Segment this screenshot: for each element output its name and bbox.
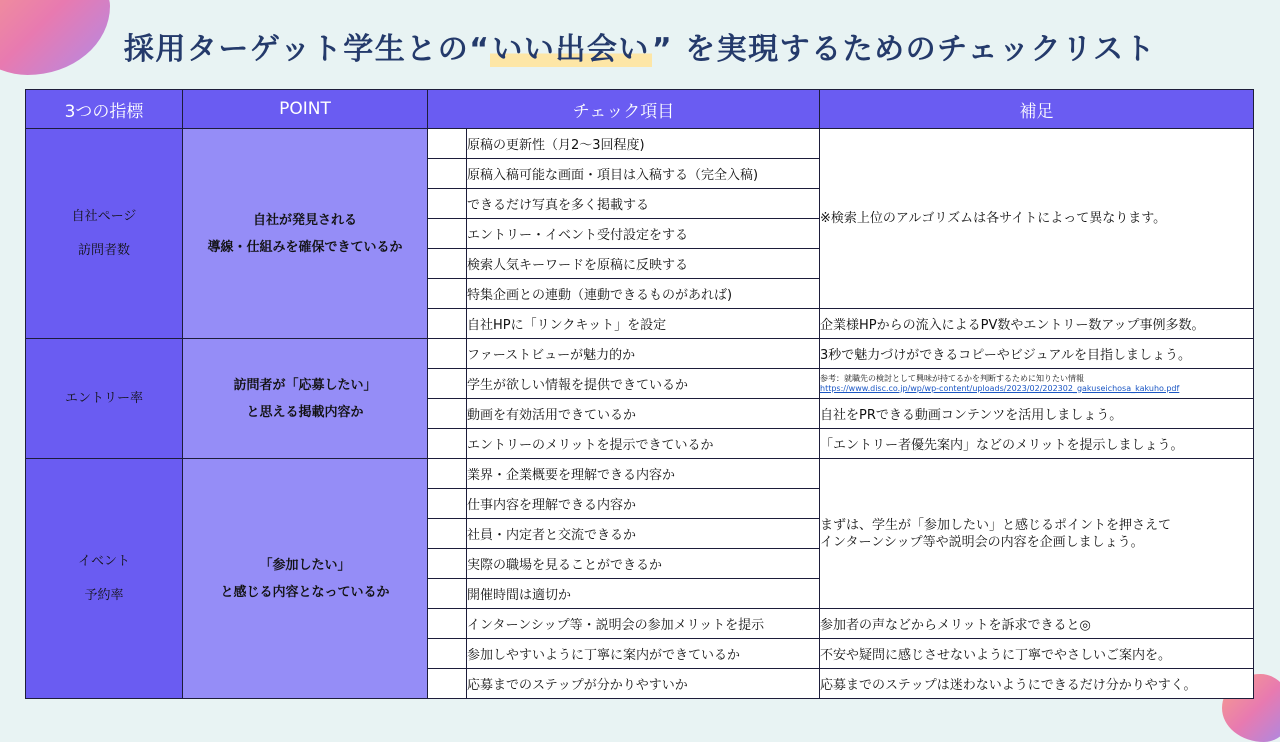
checkbox-cell[interactable]: [428, 639, 467, 669]
note-event-merged: [820, 459, 1254, 609]
table-row: [26, 129, 1254, 159]
check-item: 開催時間は適切か: [467, 579, 820, 609]
indicator-event: [26, 459, 183, 699]
checkbox-cell[interactable]: [428, 159, 467, 189]
check-item: 社員・内定者と交流できるか: [467, 519, 820, 549]
check-item: 応募までのステップが分かりやすいか: [467, 669, 820, 699]
note-event-line2: インターンシップ等や説明会の内容を企画しましょう。: [820, 534, 1144, 550]
checkbox-cell[interactable]: [428, 279, 467, 309]
title-highlight: いい出会い: [492, 32, 650, 67]
check-item: ファーストビューが魅力的か: [467, 339, 820, 369]
check-item: 検索人気キーワードを原稿に反映する: [467, 249, 820, 279]
indicator-visitors-line1: 自社ページ: [71, 208, 137, 224]
reference-label: 参考：就職先の検討として興味が持てるかを判断するために知りたい情報: [820, 373, 1084, 383]
checkbox-cell[interactable]: [428, 189, 467, 219]
note-cell: 不安や疑問に感じさせないように丁寧でやさしいご案内を。: [820, 639, 1254, 669]
check-item: 学生が欲しい情報を提供できているか: [467, 369, 820, 399]
note-cell: 応募までのステップは迷わないようにできるだけ分かりやすく。: [820, 669, 1254, 699]
table-row: [26, 339, 1254, 369]
check-item: 自社HPに「リンクキット」を設定: [467, 309, 820, 339]
checkbox-cell[interactable]: [428, 399, 467, 429]
point-entry-line1: 訪問者が「応募したい」: [233, 377, 377, 393]
note-cell: 自社をPRできる動画コンテンツを活用しましょう。: [820, 399, 1254, 429]
table-row: [26, 459, 1254, 489]
checkbox-cell[interactable]: [428, 489, 467, 519]
note-event-line1: まずは、学生が「参加したい」と感じるポイントを押さえて: [820, 517, 1172, 533]
indicator-event-line1: イベント: [77, 553, 130, 569]
check-item: 原稿の更新性（月2〜3回程度): [467, 129, 820, 159]
header-point: POINT: [183, 90, 428, 129]
check-item: 仕事内容を理解できる内容か: [467, 489, 820, 519]
point-entry: [183, 339, 428, 459]
checkbox-cell[interactable]: [428, 369, 467, 399]
checkbox-cell[interactable]: [428, 609, 467, 639]
point-event: [183, 459, 428, 699]
header-note: 補足: [820, 90, 1254, 129]
title-prefix: 採用ターゲット学生との“: [123, 32, 491, 67]
header-row: [26, 90, 1254, 129]
check-item: 原稿入稿可能な画面・項目は入稿する（完全入稿): [467, 159, 820, 189]
check-item: エントリー・イベント受付設定をする: [467, 219, 820, 249]
title-suffix: ” を実現するためのチェックリスト: [651, 32, 1157, 67]
point-visitors-line2: 導線・仕組みを確保できているか: [207, 239, 403, 255]
indicator-entry-line1: エントリー率: [64, 390, 143, 406]
note-cell: 3秒で魅力づけができるコピーやビジュアルを目指しましょう。: [820, 339, 1254, 369]
checkbox-cell[interactable]: [428, 129, 467, 159]
point-event-line1: 「参加したい」: [259, 557, 351, 573]
check-item: 実際の職場を見ることができるか: [467, 549, 820, 579]
reference-link[interactable]: https://www.disc.co.jp/wp/wp-content/uploads/2023/02/202302_gakuseichosa_kakuho.pdf: [820, 383, 1180, 393]
checkbox-cell[interactable]: [428, 249, 467, 279]
checkbox-cell[interactable]: [428, 339, 467, 369]
checkbox-cell[interactable]: [428, 459, 467, 489]
indicator-visitors-line2: 訪問者数: [77, 242, 130, 258]
check-item: 動画を有効活用できているか: [467, 399, 820, 429]
checkbox-cell[interactable]: [428, 549, 467, 579]
indicator-entry: [26, 339, 183, 459]
header-check-item: チェック項目: [428, 90, 820, 129]
check-item: エントリーのメリットを提示できているか: [467, 429, 820, 459]
indicator-visitors: [26, 129, 183, 339]
checkbox-cell[interactable]: [428, 219, 467, 249]
checkbox-cell[interactable]: [428, 519, 467, 549]
checklist-table: [25, 89, 1254, 699]
page-title: [0, 24, 1280, 68]
header-indicator: 3つの指標: [26, 90, 183, 129]
note-reference-cell: [820, 369, 1254, 399]
check-item: インターンシップ等・説明会の参加メリットを提示: [467, 609, 820, 639]
checkbox-cell[interactable]: [428, 669, 467, 699]
checkbox-cell[interactable]: [428, 429, 467, 459]
checkbox-cell[interactable]: [428, 309, 467, 339]
note-cell: 企業様HPからの流入によるPV数やエントリー数アップ事例多数。: [820, 309, 1254, 339]
point-visitors: [183, 129, 428, 339]
point-entry-line2: と思える掲載内容か: [246, 404, 364, 420]
point-visitors-line1: 自社が発見される: [252, 212, 357, 228]
check-item: 参加しやすいように丁寧に案内ができているか: [467, 639, 820, 669]
check-item: 業界・企業概要を理解できる内容か: [467, 459, 820, 489]
checkbox-cell[interactable]: [428, 579, 467, 609]
check-item: 特集企画との連動（連動できるものがあれば): [467, 279, 820, 309]
note-cell: 参加者の声などからメリットを訴求できると◎: [820, 609, 1254, 639]
point-event-line2: と感じる内容となっているか: [220, 584, 390, 600]
check-item: できるだけ写真を多く掲載する: [467, 189, 820, 219]
indicator-event-line2: 予約率: [84, 587, 124, 603]
note-cell: 「エントリー者優先案内」などのメリットを提示しましょう。: [820, 429, 1254, 459]
note-visitors-merged: ※検索上位のアルゴリズムは各サイトによって異なります。: [820, 129, 1254, 309]
